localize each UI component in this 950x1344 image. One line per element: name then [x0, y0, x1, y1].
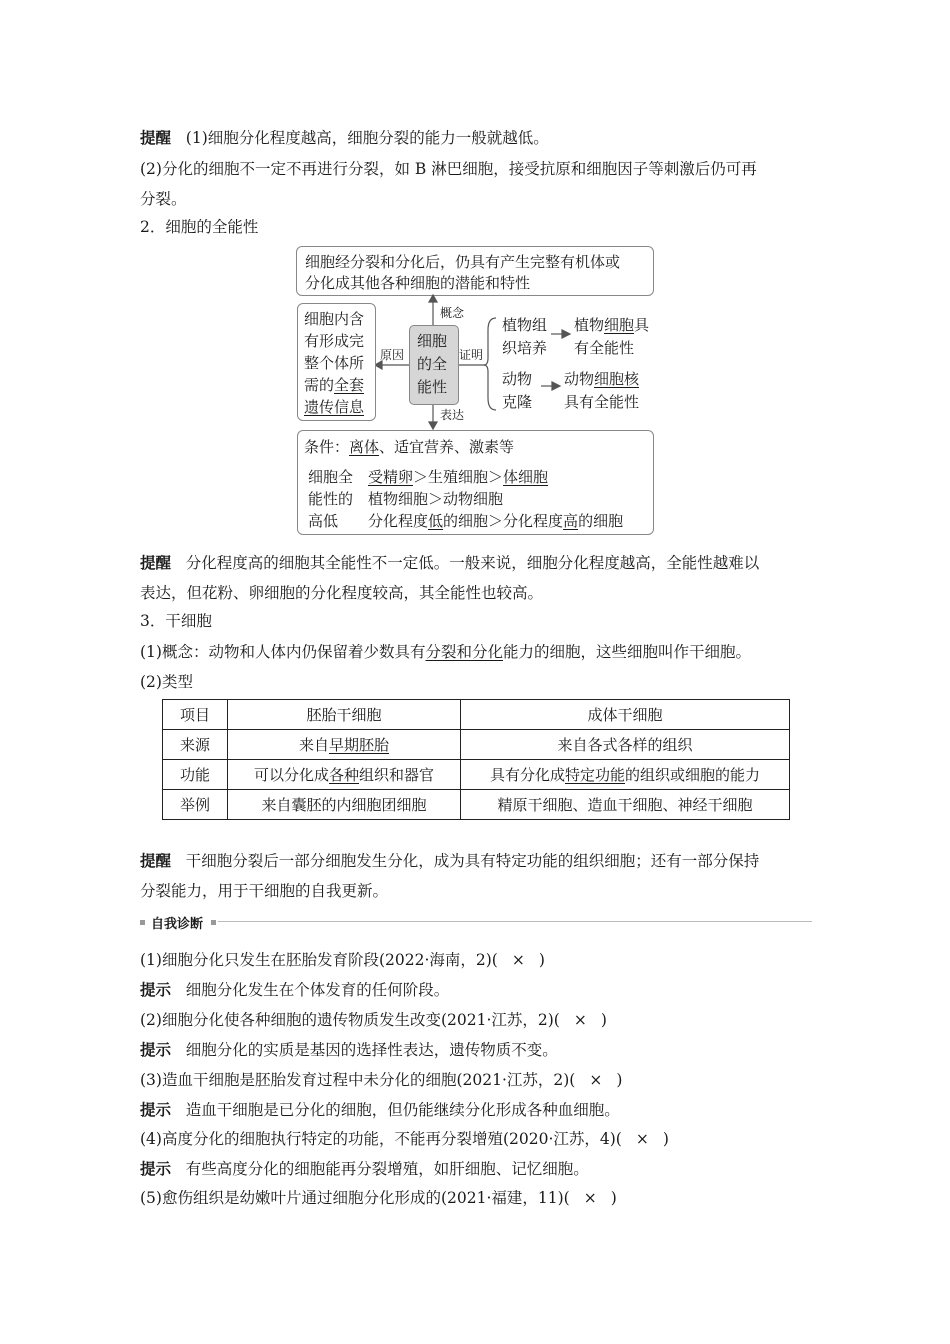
level-row-2: 植物细胞＞动物细胞 — [368, 490, 504, 508]
label-prove: 证明 — [459, 348, 484, 362]
label-reason: 原因 — [380, 348, 405, 362]
level-row-3: 分化程度低的细胞＞分化程度高的细胞 — [368, 512, 624, 530]
remind-label: 提醒 — [140, 554, 172, 572]
table-row — [163, 790, 790, 820]
table-cell: 来自囊胚的内细胞团细胞 — [228, 790, 461, 820]
center-box — [409, 325, 459, 405]
diagnosis-question-2: (2)细胞分化使各种细胞的遗传物质发生改变(2021·江苏，2)( × ) — [140, 1011, 607, 1029]
divider-square-icon — [140, 920, 145, 925]
concept-line-2: 分化成其他各种细胞的潜能和特性 — [305, 274, 531, 292]
label-express: 表达 — [440, 408, 465, 422]
remind-paragraph-2-line2: 分裂。 — [140, 190, 187, 208]
table-header-cell: 成体干细胞 — [461, 700, 790, 730]
reason-line-1: 细胞内含 — [304, 310, 365, 328]
table-cell: 功能 — [163, 760, 228, 790]
level-line-2: 能性的 — [308, 490, 354, 508]
table-cell: 来自早期胚胎 — [228, 730, 461, 760]
level-row-1: 受精卵＞生殖细胞＞体细胞 — [368, 468, 549, 486]
reason-line-5: 遗传信息 — [304, 398, 365, 416]
section-heading-totipotency: 2．细胞的全能性 — [140, 218, 259, 236]
table-cell: 可以分化成各种组织和器官 — [228, 760, 461, 790]
diagnosis-question-3: (3)造血干细胞是胚胎发育过程中未分化的细胞(2021·江苏，2)( × ) — [140, 1071, 623, 1089]
plant-line-1: 植物组 — [502, 316, 548, 334]
remind-totipotency-line1: 提醒 分化程度高的细胞其全能性不一定低。一般来说，细胞分化程度越高，全能性越难以 — [140, 554, 760, 572]
level-line-1: 细胞全 — [308, 468, 354, 486]
table-header-row — [163, 700, 790, 730]
reason-box — [297, 303, 376, 421]
center-line-1: 细胞 — [417, 332, 448, 350]
animal-result-1: 动物细胞核 — [564, 370, 640, 388]
self-diagnosis-title: 自我诊断 — [151, 917, 204, 932]
self-diagnosis-divider — [140, 913, 812, 931]
table-cell: 来自各式各样的组织 — [461, 730, 790, 760]
reason-line-3: 整个体所 — [304, 354, 365, 372]
diagnosis-question-4: (4)高度分化的细胞执行特定的功能，不能再分裂增殖(2020·江苏，4)( × ) — [140, 1130, 669, 1148]
diagnosis-hint-4: 提示 有些高度分化的细胞能再分裂增殖，如肝细胞、记忆细胞。 — [140, 1160, 589, 1178]
plant-line-2: 织培养 — [502, 339, 548, 357]
animal-line-2: 克隆 — [502, 393, 533, 411]
remind-paragraph-2-line1: (2)分化的细胞不一定不再进行分裂，如 B 淋巴细胞，接受抗原和细胞因子等刺激后仍可再 — [140, 160, 757, 178]
table-cell: 具有分化成特定功能的组织或细胞的能力 — [461, 760, 790, 790]
table-row — [163, 730, 790, 760]
stem-cell-concept: (1)概念：动物和人体内仍保留着少数具有分裂和分化能力的细胞，这些细胞叫作干细胞。 — [140, 643, 751, 661]
center-line-2: 的全 — [417, 355, 448, 373]
diagnosis-hint-2: 提示 细胞分化的实质是基因的选择性表达，遗传物质不变。 — [140, 1041, 558, 1059]
plant-result-1: 植物细胞具 — [574, 316, 650, 334]
plant-result-2: 有全能性 — [574, 339, 635, 357]
section-heading-stem-cell: 3．干细胞 — [140, 612, 212, 630]
remind-stem-line2: 分裂能力，用于干细胞的自我更新。 — [140, 882, 389, 900]
remind-stem-line1: 提醒 干细胞分裂后一部分细胞发生分化，成为具有特定功能的组织细胞；还有一部分保持 — [140, 852, 760, 870]
divider-line — [218, 921, 812, 922]
label-concept: 概念 — [440, 306, 465, 320]
remind-totipotency-line2: 表达，但花粉、卵细胞的分化程度较高，其全能性也较高。 — [140, 584, 544, 602]
table-cell: 举例 — [163, 790, 228, 820]
table-cell: 来源 — [163, 730, 228, 760]
reason-line-2: 有形成完 — [304, 332, 365, 350]
remind-text: (1)细胞分化程度越高，细胞分裂的能力一般就越低。 — [185, 129, 549, 147]
animal-line-1: 动物 — [502, 370, 533, 388]
diagnosis-hint-1: 提示 细胞分化发生在个体发育的任何阶段。 — [140, 981, 450, 999]
diagnosis-hint-3: 提示 造血干细胞是已分化的细胞，但仍能继续分化形成各种血细胞。 — [140, 1101, 620, 1119]
remind-label: 提醒 — [140, 129, 172, 147]
table-cell: 精原干细胞、造血干细胞、神经干细胞 — [461, 790, 790, 820]
diagnosis-question-1: (1)细胞分化只发生在胚胎发育阶段(2022·海南，2)( × ) — [140, 951, 545, 969]
table-row — [163, 760, 790, 790]
remind-label: 提醒 — [140, 852, 172, 870]
stem-cell-table — [162, 699, 790, 820]
expression-box — [297, 430, 654, 535]
condition-line: 条件：离体、适宜营养、激素等 — [304, 438, 515, 456]
table-header-cell: 项目 — [163, 700, 228, 730]
concept-line-1: 细胞经分裂和分化后，仍具有产生完整有机体或 — [305, 253, 621, 271]
diagnosis-question-5: (5)愈伤组织是幼嫩叶片通过细胞分化形成的(2021·福建，11)( × ) — [140, 1189, 617, 1207]
level-line-3: 高低 — [308, 512, 339, 530]
table-header-cell: 胚胎干细胞 — [228, 700, 461, 730]
reason-line-4: 需的全套 — [304, 376, 365, 394]
stem-cell-types-heading: (2)类型 — [140, 673, 193, 691]
animal-result-2: 具有全能性 — [564, 393, 640, 411]
center-line-3: 能性 — [417, 378, 448, 396]
divider-square-icon — [211, 920, 216, 925]
